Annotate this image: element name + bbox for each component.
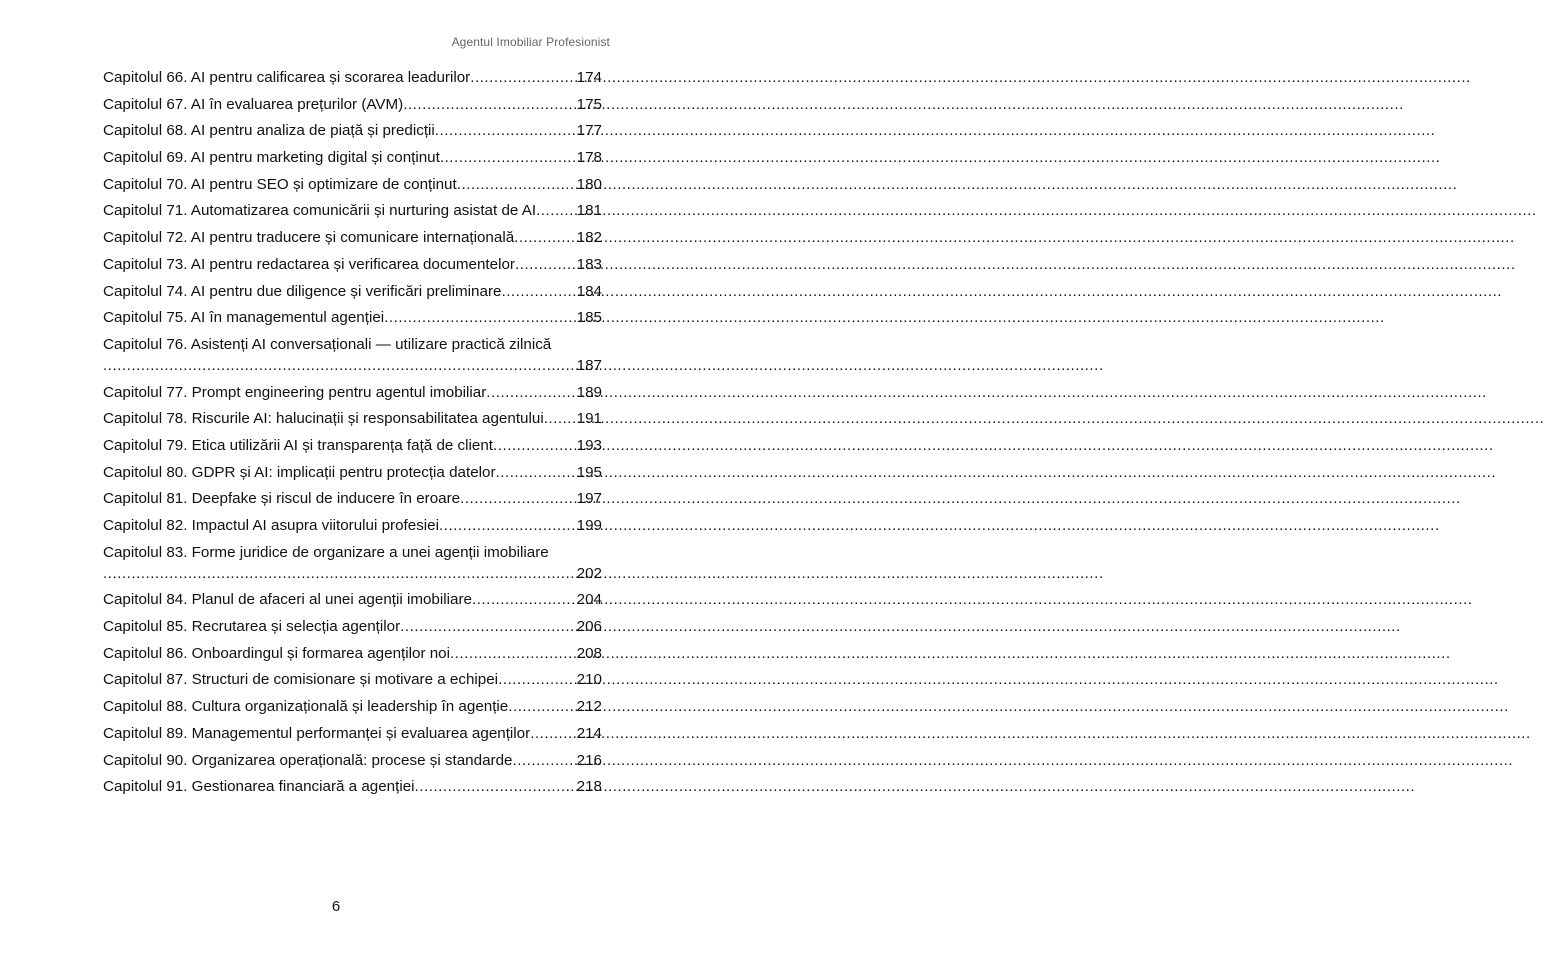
toc-entry[interactable] <box>103 307 602 328</box>
toc-entry[interactable] <box>103 696 602 717</box>
toc-entry-page: 191 <box>576 410 602 428</box>
toc-entry-title: Capitolul 88. Cultura organizațională și leadership în agenție <box>103 698 509 716</box>
toc-entry-page: 216 <box>576 751 602 769</box>
toc-entry-title: Capitolul 91. Gestionarea financiară a agenției <box>103 778 415 796</box>
toc-leader-dots <box>103 355 576 376</box>
toc-entry-title: Capitolul 82. Impactul AI asupra viitorului profesiei <box>103 517 439 534</box>
toc-entry-page: 195 <box>576 463 602 481</box>
toc-entry[interactable] <box>103 334 602 376</box>
toc-entry-page: 199 <box>576 517 602 534</box>
toc-entry-title: Capitolul 83. Forme juridice de organizare a unei agenții imobiliare <box>103 543 549 561</box>
toc-entry-page: 182 <box>576 229 602 247</box>
toc-entry[interactable] <box>103 254 602 275</box>
toc-leader-dots <box>460 488 576 509</box>
toc-leader-dots <box>508 696 575 717</box>
toc-entry[interactable] <box>103 643 602 664</box>
toc-leader-dots <box>472 589 576 610</box>
toc-entry-page: 206 <box>576 618 602 636</box>
toc-entry-page: 197 <box>576 490 602 508</box>
toc-entry[interactable] <box>103 120 602 141</box>
toc-leader-dots <box>457 174 576 195</box>
toc-entry[interactable] <box>103 515 602 536</box>
toc-leader-dots <box>493 435 576 456</box>
toc-entry[interactable] <box>103 281 602 302</box>
toc-entry[interactable] <box>103 616 602 637</box>
toc-entry[interactable] <box>103 462 602 483</box>
toc-entry-title: Capitolul 84. Planul de afaceri al unei agenții imobiliare <box>103 591 472 609</box>
toc-entry-page: 177 <box>576 122 602 140</box>
toc-leader-dots <box>496 462 576 483</box>
toc-leader-dots <box>530 723 575 744</box>
toc-entry-page: 189 <box>576 383 602 401</box>
toc-entry-page: 218 <box>576 778 602 796</box>
toc-entry-page: 184 <box>576 282 602 300</box>
toc-entry-page: 185 <box>576 309 602 327</box>
toc-entry[interactable] <box>103 723 602 744</box>
toc-leader-dots <box>384 307 576 328</box>
toc-entry[interactable] <box>103 227 602 248</box>
toc-entry-title: Capitolul 69. AI pentru marketing digital și conținut <box>103 149 440 167</box>
toc-entry[interactable] <box>103 669 602 690</box>
toc-entry-title: Capitolul 66. AI pentru calificarea și scorarea leadurilor <box>103 69 471 86</box>
toc-entry[interactable] <box>103 67 602 88</box>
toc-leader-dots <box>498 669 576 690</box>
toc-entry-page: 210 <box>576 671 602 689</box>
toc-entry[interactable] <box>103 382 602 403</box>
toc-entry-title: Capitolul 78. Riscurile AI: halucinații și responsabilitatea agentului <box>103 410 544 428</box>
toc-leader-dots <box>544 408 576 429</box>
toc-entry-title: Capitolul 90. Organizarea operațională: procese și standarde <box>103 751 513 769</box>
toc-entry-title: Capitolul 68. AI pentru analiza de piață și predicții <box>103 122 435 140</box>
toc-leader-dots <box>470 67 575 88</box>
toc-leader-dots <box>450 643 576 664</box>
toc-entry-page: 193 <box>576 436 602 454</box>
toc-leader-dots <box>515 254 576 275</box>
toc-entry-page: 178 <box>576 149 602 167</box>
toc-entry-title: Capitolul 80. GDPR și AI: implicații pentru protecția datelor <box>103 463 496 481</box>
toc-entry-title: Capitolul 70. AI pentru SEO și optimizare de conținut <box>103 175 457 193</box>
toc-entry[interactable] <box>103 750 602 771</box>
toc-entry-page: 183 <box>576 255 602 273</box>
toc-leader-dots <box>439 515 576 536</box>
toc-entry-page: 208 <box>576 644 602 662</box>
table-of-contents <box>103 67 602 803</box>
toc-entry-title: Capitolul 67. AI în evaluarea prețurilor (AVM) <box>103 95 404 113</box>
toc-entry[interactable] <box>103 408 602 429</box>
toc-leader-dots <box>514 227 576 248</box>
toc-entry-title: Capitolul 73. AI pentru redactarea și verificarea documentelor <box>103 255 515 273</box>
running-header: Agentul Imobiliar Profesionist <box>451 35 610 49</box>
toc-entry[interactable] <box>103 776 602 797</box>
toc-entry[interactable] <box>103 435 602 456</box>
toc-entry-title: Capitolul 76. Asistenți AI conversaționali — utilizare practică zilnică <box>103 335 552 353</box>
toc-entry-title: Capitolul 85. Recrutarea și selecția agenților <box>103 618 401 636</box>
page-number: 6 <box>331 898 341 915</box>
toc-entry-page: 214 <box>576 724 602 742</box>
toc-entry-page: 175 <box>576 95 602 113</box>
toc-entry[interactable] <box>103 542 602 584</box>
toc-entry-title: Capitolul 74. AI pentru due diligence și verificări preliminare <box>103 282 502 300</box>
toc-entry-title: Capitolul 89. Managementul performanței și evaluarea agenților <box>103 724 531 742</box>
toc-entry-page: 174 <box>576 69 602 86</box>
toc-leader-dots <box>512 750 575 771</box>
toc-entry-title: Capitolul 87. Structuri de comisionare și motivare a echipei <box>103 671 499 689</box>
toc-entry-page: 212 <box>576 698 602 716</box>
toc-leader-dots <box>400 616 575 637</box>
toc-entry[interactable] <box>103 147 602 168</box>
toc-entry-page: 187 <box>576 356 602 374</box>
toc-leader-dots <box>536 200 576 221</box>
toc-leader-dots <box>103 563 576 584</box>
toc-entry-title: Capitolul 86. Onboardingul și formarea agenților noi <box>103 644 450 662</box>
toc-leader-dots <box>403 94 575 115</box>
toc-entry-page: 204 <box>576 591 602 609</box>
toc-entry-title: Capitolul 81. Deepfake și riscul de inducere în eroare <box>103 490 461 508</box>
toc-leader-dots <box>440 147 576 168</box>
toc-entry-page: 180 <box>576 175 602 193</box>
toc-entry-title: Capitolul 75. AI în managementul agenției <box>103 309 385 327</box>
toc-entry-title: Capitolul 71. Automatizarea comunicării și nurturing asistat de AI <box>103 202 537 220</box>
toc-leader-dots <box>435 120 576 141</box>
toc-entry-title: Capitolul 79. Etica utilizării AI și transparența față de client <box>103 436 494 454</box>
toc-leader-dots <box>415 776 576 797</box>
toc-entry-page: 181 <box>576 202 602 220</box>
toc-entry[interactable] <box>103 589 602 610</box>
toc-entry-title: Capitolul 72. AI pentru traducere și comunicare internațională <box>103 229 515 247</box>
toc-entry[interactable] <box>103 200 602 221</box>
toc-entry[interactable] <box>103 174 602 195</box>
toc-entry[interactable] <box>103 488 602 509</box>
toc-entry[interactable] <box>103 94 602 115</box>
toc-entry-page: 202 <box>576 564 602 582</box>
toc-leader-dots <box>486 382 575 403</box>
toc-entry-title: Capitolul 77. Prompt engineering pentru agentul imobiliar <box>103 383 487 401</box>
toc-leader-dots <box>501 281 575 302</box>
